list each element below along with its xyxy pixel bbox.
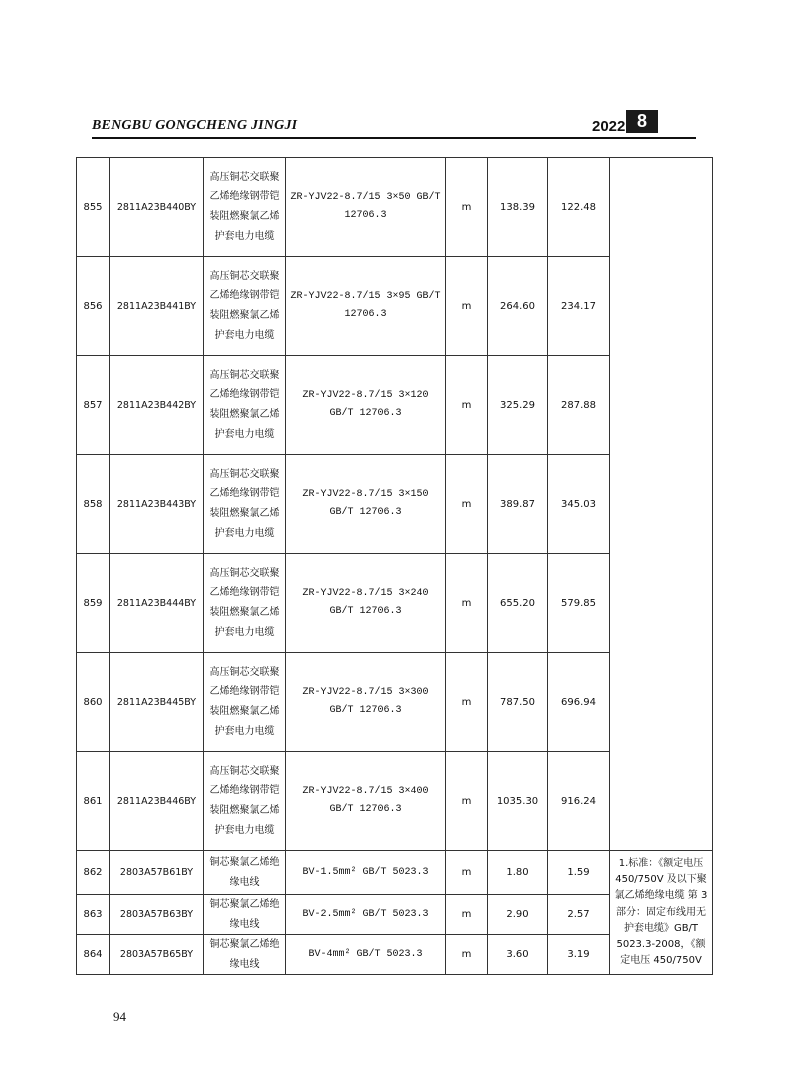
item-number: 857 (77, 356, 110, 455)
item-code: 2811A23B445BY (110, 653, 204, 752)
item-unit: m (446, 455, 488, 554)
item-code: 2811A23B443BY (110, 455, 204, 554)
item-code: 2803A57B63BY (110, 895, 204, 935)
item-spec: ZR-YJV22-8.7/15 3×150 GB/T 12706.3 (286, 455, 446, 554)
item-name: 高压铜芯交联聚乙烯绝缘钢带铠装阻燃聚氯乙烯护套电力电缆 (204, 653, 286, 752)
item-number: 859 (77, 554, 110, 653)
table-row (77, 851, 713, 895)
item-unit: m (446, 752, 488, 851)
item-price-tax-incl: 3.60 (488, 935, 548, 975)
item-code: 2811A23B446BY (110, 752, 204, 851)
item-spec: ZR-YJV22-8.7/15 3×120 GB/T 12706.3 (286, 356, 446, 455)
item-name: 铜芯聚氯乙烯绝缘电线 (204, 895, 286, 935)
item-price-tax-incl: 1.80 (488, 851, 548, 895)
item-price-tax-excl: 1.59 (548, 851, 610, 895)
item-code: 2811A23B441BY (110, 257, 204, 356)
item-price-tax-excl: 579.85 (548, 554, 610, 653)
item-unit: m (446, 554, 488, 653)
item-spec: ZR-YJV22-8.7/15 3×300 GB/T 12706.3 (286, 653, 446, 752)
item-spec: BV-1.5mm² GB/T 5023.3 (286, 851, 446, 895)
item-unit: m (446, 158, 488, 257)
item-price-tax-incl: 389.87 (488, 455, 548, 554)
header-rule (92, 137, 696, 139)
item-price-tax-excl: 345.03 (548, 455, 610, 554)
item-price-tax-incl: 787.50 (488, 653, 548, 752)
item-spec: BV-4mm² GB/T 5023.3 (286, 935, 446, 975)
item-price-tax-excl: 287.88 (548, 356, 610, 455)
item-code: 2811A23B444BY (110, 554, 204, 653)
issue-year: 2022 (592, 118, 626, 135)
item-name: 高压铜芯交联聚乙烯绝缘钢带铠装阻燃聚氯乙烯护套电力电缆 (204, 257, 286, 356)
item-name: 高压铜芯交联聚乙烯绝缘钢带铠装阻燃聚氯乙烯护套电力电缆 (204, 158, 286, 257)
item-unit: m (446, 257, 488, 356)
note-blank (610, 158, 713, 851)
item-code: 2803A57B61BY (110, 851, 204, 895)
item-name: 高压铜芯交联聚乙烯绝缘钢带铠装阻燃聚氯乙烯护套电力电缆 (204, 356, 286, 455)
table-row (77, 158, 713, 257)
price-table (76, 157, 713, 975)
item-unit: m (446, 653, 488, 752)
item-number: 861 (77, 752, 110, 851)
item-spec: ZR-YJV22-8.7/15 3×400 GB/T 12706.3 (286, 752, 446, 851)
item-name: 高压铜芯交联聚乙烯绝缘钢带铠装阻燃聚氯乙烯护套电力电缆 (204, 752, 286, 851)
item-price-tax-excl: 2.57 (548, 895, 610, 935)
item-price-tax-excl: 122.48 (548, 158, 610, 257)
item-price-tax-excl: 916.24 (548, 752, 610, 851)
item-number: 856 (77, 257, 110, 356)
item-number: 863 (77, 895, 110, 935)
item-price-tax-incl: 325.29 (488, 356, 548, 455)
item-name: 铜芯聚氯乙烯绝缘电线 (204, 935, 286, 975)
item-name: 高压铜芯交联聚乙烯绝缘钢带铠装阻燃聚氯乙烯护套电力电缆 (204, 455, 286, 554)
page-header (92, 110, 696, 138)
item-number: 864 (77, 935, 110, 975)
item-number: 858 (77, 455, 110, 554)
journal-name: BENGBU GONGCHENG JINGJI (92, 118, 298, 133)
item-price-tax-incl: 264.60 (488, 257, 548, 356)
item-number: 855 (77, 158, 110, 257)
item-price-tax-excl: 234.17 (548, 257, 610, 356)
item-price-tax-excl: 3.19 (548, 935, 610, 975)
item-price-tax-incl: 1035.30 (488, 752, 548, 851)
item-spec: ZR-YJV22-8.7/15 3×240 GB/T 12706.3 (286, 554, 446, 653)
item-code: 2811A23B440BY (110, 158, 204, 257)
item-spec: BV-2.5mm² GB/T 5023.3 (286, 895, 446, 935)
item-unit: m (446, 935, 488, 975)
item-unit: m (446, 356, 488, 455)
item-price-tax-excl: 696.94 (548, 653, 610, 752)
item-price-tax-incl: 655.20 (488, 554, 548, 653)
item-name: 高压铜芯交联聚乙烯绝缘钢带铠装阻燃聚氯乙烯护套电力电缆 (204, 554, 286, 653)
item-number: 862 (77, 851, 110, 895)
item-code: 2811A23B442BY (110, 356, 204, 455)
page-number: 94 (113, 1009, 126, 1024)
item-spec: ZR-YJV22-8.7/15 3×50 GB/T 12706.3 (286, 158, 446, 257)
item-name: 铜芯聚氯乙烯绝缘电线 (204, 851, 286, 895)
item-number: 860 (77, 653, 110, 752)
item-price-tax-incl: 2.90 (488, 895, 548, 935)
item-code: 2803A57B65BY (110, 935, 204, 975)
item-unit: m (446, 851, 488, 895)
item-spec: ZR-YJV22-8.7/15 3×95 GB/T 12706.3 (286, 257, 446, 356)
item-price-tax-incl: 138.39 (488, 158, 548, 257)
issue-number-badge: 8 (626, 110, 658, 133)
item-unit: m (446, 895, 488, 935)
note-text: 1.标准：《额定电压 450/750V 及以下聚氯乙烯绝缘电缆 第 3 部分：固定布线用无护套电缆》GB/T 5023.3-2008，《额定电压 450/750V (610, 851, 713, 975)
